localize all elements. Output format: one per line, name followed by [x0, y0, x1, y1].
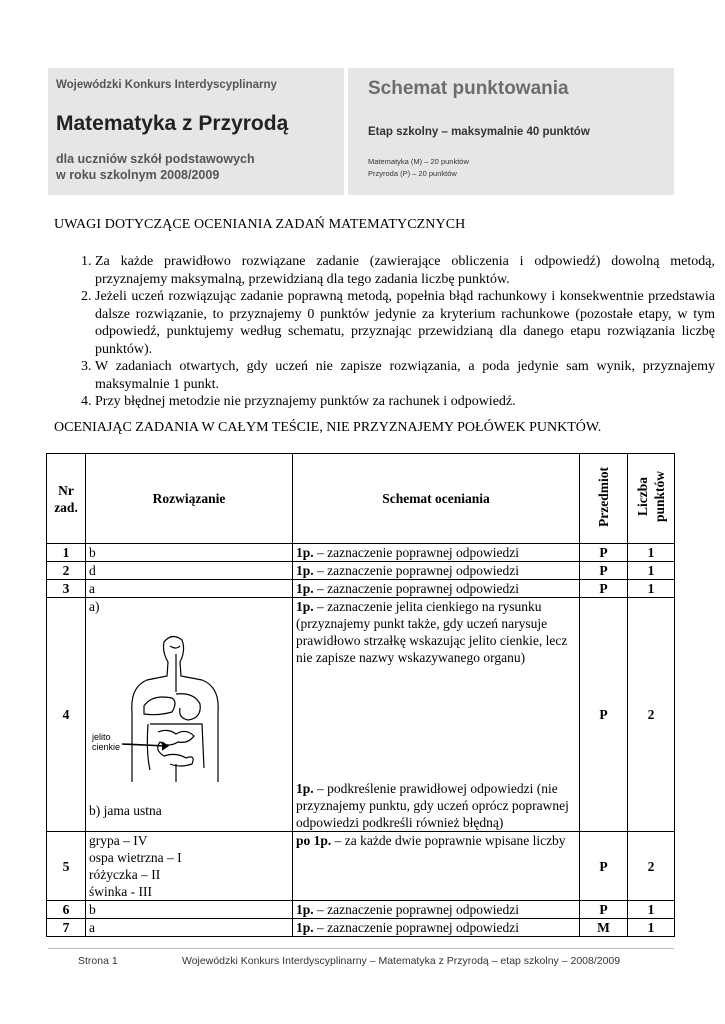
remarks-list: [53, 253, 715, 411]
solution-cell: a: [86, 919, 293, 937]
points-nature: Przyroda (P) – 20 punktów: [368, 169, 457, 178]
scheme-text: – za każde dwie poprawnie wpisane liczby: [331, 833, 566, 848]
remark-item: 4. Przy błędnej metodzie nie przyznajemy punktów za rachunek i odpowiedź.: [95, 393, 715, 411]
points-cell: 2: [628, 832, 675, 901]
large-intestine: [147, 724, 204, 770]
solution-cell: b: [86, 544, 293, 562]
scheme-b: [296, 780, 576, 831]
body-outline: [132, 636, 218, 782]
task-number: 2: [47, 562, 86, 580]
task-number: 3: [47, 580, 86, 598]
table-row-5: [47, 832, 675, 901]
header-right-panel: [348, 68, 674, 195]
header-nr-text: Nr zad.: [54, 482, 78, 515]
scheme-text: – zaznaczenie poprawnej odpowiedzi: [313, 545, 520, 560]
scheme-points: 1p.: [296, 581, 314, 596]
table-row: [47, 919, 675, 937]
header-subject-text: Przedmiot: [596, 466, 611, 527]
scheme-text: – zaznaczenie poprawnej odpowiedzi: [313, 902, 520, 917]
scheme-points: 1p.: [296, 920, 314, 935]
task-number: 1: [47, 544, 86, 562]
task-number: 6: [47, 901, 86, 919]
footer-divider: [48, 948, 674, 949]
digestive-system-figure: [92, 632, 242, 792]
scheme-points: po 1p.: [296, 833, 332, 848]
remarks-heading: UWAGI DOTYCZĄCE OCENIANIA ZADAŃ MATEMATYCZNYCH: [54, 217, 466, 232]
subtitle-line-1: dla uczniów szkół podstawowych: [56, 152, 255, 166]
footer-page: Strona 1: [78, 955, 118, 967]
scheme-cell: [293, 562, 580, 580]
task-number: 7: [47, 919, 86, 937]
scheme-cell: [293, 901, 580, 919]
subtitle-line-2: w roku szkolnym 2008/2009: [56, 168, 220, 182]
header-solution: Rozwiązanie: [86, 454, 293, 544]
remark-item: 2. Jeżeli uczeń rozwiązując zadanie poprawną metodą, popełnia błąd rachunkowy i konsekwentnie przedstawia dalsze rozwiązanie, to przyznajemy 0 punktów jedynie za kryterium rachunkowe (pozostałe etapy, w tym odpowiedź, punktujemy według schematu, przyznając przewidzianą dla danego etapu rozwiązania liczbę punktów).: [95, 288, 715, 358]
half-points-note: OCENIAJĄC ZADANIA W CAŁYM TEŚCIE, NIE PRZYZNAJEMY POŁÓWEK PUNKTÓW.: [54, 420, 602, 435]
scheme-points: 1p.: [296, 781, 314, 796]
subject-cell: P: [580, 562, 628, 580]
header-subject: [580, 454, 628, 544]
table-header-row: [47, 454, 675, 544]
subject-cell: P: [580, 598, 628, 832]
subtitle: [56, 151, 255, 183]
remark-item: 1. Za każde prawidłowo rozwiązane zadanie (zawierające obliczenia i odpowiedź) dowolną metodą, przyznajemy maksymalną, przewidzianą dla tego zadania liczbę punktów.: [95, 253, 715, 288]
subject-cell: P: [580, 832, 628, 901]
mouth: [170, 646, 180, 648]
scheme-points: 1p.: [296, 545, 314, 560]
scheme-text: – podkreślenie prawidłowej odpowiedzi (nie przyznajemy punktu, gdy uczeń oprócz poprawnej odpowiedzi podkreśli również błędną): [296, 781, 569, 830]
task-number: 5: [47, 832, 86, 901]
scheme-title: Schemat punktowania: [368, 78, 569, 99]
pair-line: ospa wietrzna – I: [89, 850, 182, 865]
solution-a-label: a): [89, 599, 100, 614]
pair-line: grypa – IV: [89, 833, 148, 848]
scheme-cell: [293, 598, 580, 832]
scheme-cell: [293, 544, 580, 562]
points-breakdown: [368, 156, 469, 180]
solution-cell: a: [86, 580, 293, 598]
points-cell: 2: [628, 598, 675, 832]
page-title: Matematyka z Przyrodą: [56, 112, 289, 135]
subject-cell: M: [580, 919, 628, 937]
subject-cell: P: [580, 580, 628, 598]
scoring-table: [46, 453, 675, 937]
points-cell: 1: [628, 919, 675, 937]
scheme-text: – zaznaczenie poprawnej odpowiedzi: [313, 920, 520, 935]
solution-cell: d: [86, 562, 293, 580]
header-points-text: Liczba punktów: [635, 470, 667, 523]
figure-label-cienkie: cienkie: [92, 742, 121, 752]
subject-cell: P: [580, 544, 628, 562]
points-cell: 1: [628, 562, 675, 580]
pair-line: różyczka – II: [89, 867, 161, 882]
pair-line: świnka - III: [89, 884, 152, 899]
solution-cell: [86, 598, 293, 832]
points-math: Matematyka (M) – 20 punktów: [368, 157, 469, 166]
scheme-text: – zaznaczenie jelita cienkiego na rysunku (przyznajemy punkt także, gdy uczeń narysuje prawidłowo strzałkę wskazując jelito cienkie, lecz nie zapisze nazwy wskazywanego organu): [296, 599, 568, 665]
subject-cell: P: [580, 901, 628, 919]
scheme-points: 1p.: [296, 599, 314, 614]
footer-text: Wojewódzki Konkurs Interdyscyplinarny – Matematyka z Przyrodą – etap szkolny – 2008/2009: [182, 955, 621, 967]
liver: [144, 697, 175, 715]
header: [48, 68, 674, 195]
figure-label-jelito: jelito: [92, 732, 111, 742]
scheme-text: – zaznaczenie poprawnej odpowiedzi: [313, 581, 520, 596]
table-row: [47, 544, 675, 562]
scheme-points: 1p.: [296, 902, 314, 917]
scheme-text: – zaznaczenie poprawnej odpowiedzi: [313, 563, 520, 578]
points-cell: 1: [628, 901, 675, 919]
task-number: 4: [47, 598, 86, 832]
scheme-cell: [293, 832, 580, 901]
header-nr: [47, 454, 86, 544]
stage-info: Etap szkolny – maksymalnie 40 punktów: [368, 126, 590, 138]
solution-cell: [86, 832, 293, 901]
header-scheme: Schemat oceniania: [293, 454, 580, 544]
points-cell: 1: [628, 544, 675, 562]
table-row: [47, 901, 675, 919]
header-points: [628, 454, 675, 544]
scheme-cell: [293, 919, 580, 937]
table-row: [47, 562, 675, 580]
pointer-arrow: [122, 744, 166, 746]
solution-cell: b: [86, 901, 293, 919]
scheme-a: [296, 598, 576, 666]
points-cell: 1: [628, 580, 675, 598]
solution-b-label: b) jama ustna: [89, 803, 162, 818]
header-left-panel: [48, 68, 344, 195]
scheme-cell: [293, 580, 580, 598]
organizer: Wojewódzki Konkurs Interdyscyplinarny: [56, 79, 277, 91]
remark-item: 3. W zadaniach otwartych, gdy uczeń nie zapisze rozwiązania, a poda jedynie sam wynik, przyznajemy maksymalnie 1 punkt.: [95, 358, 715, 393]
scheme-points: 1p.: [296, 563, 314, 578]
stomach: [176, 694, 200, 720]
arrow-head: [162, 742, 168, 750]
table-row-4: [47, 598, 675, 832]
table-row: [47, 580, 675, 598]
